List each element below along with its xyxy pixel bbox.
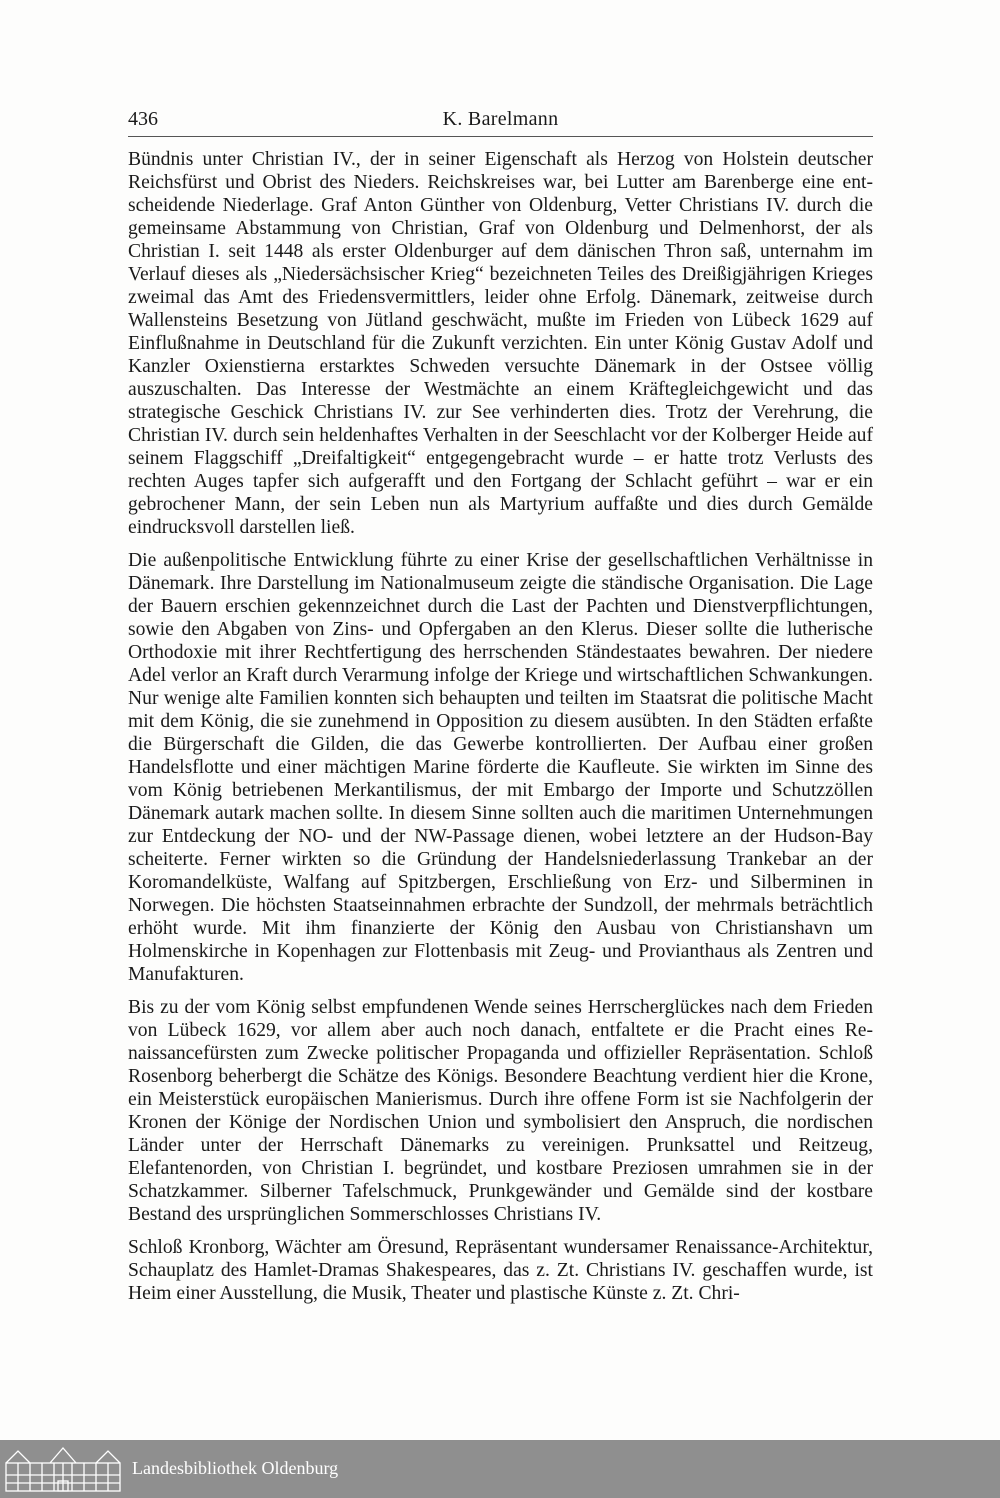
page-number: 436	[128, 108, 158, 130]
library-footer-bar	[0, 1440, 1000, 1498]
body-text	[128, 148, 873, 1315]
library-name: Landesbibliothek Oldenburg	[132, 1458, 339, 1478]
paragraph-3: Bis zu der vom König selbst empfundenen Wende seines Herrscherglückes nach dem Frieden von Lübeck 1629, vor allem aber auch noch danach, entfaltete er die Pracht eines Renaissancefürsten zum Zwecke politischer Propaganda und offizieller Repräsentation. Schloß Rosenborg beherbergt die Schätze des Königs. Besondere Beachtung verdient hier die Krone, ein Meisterstück europäischen Manierismus. Durch ihre offene Form ist sie Nachfolgerin der Kronen der Könige der Nordischen Union und symbolisiert den Anspruch, die nordischen Länder unter der Herrschaft Dänemarks zu vereinigen. Prunksattel und Reitzeug, Elefantenorden, von Christian I. begründet, und kostbare Preziosen umrahmen sie in der Schatzkammer. Silberner Tafelschmuck, Prunkgewänder und Gemälde sind der kostbare Bestand des ursprünglichen Sommerschlosses Christians IV.	[128, 997, 873, 1225]
paragraph-2: Die außenpolitische Entwicklung führte zu einer Krise der gesellschaftlichen Verhältnisse in Dänemark. Ihre Darstellung im Nationalmuseum zeigte die ständische Organisation. Die Lage der Bauern erschien gekennzeichnet durch die Last der Pachten und Dienstverpflichtungen, sowie den Abgaben von Zins- und Opfergaben an den Klerus. Dieser sollte die lutherische Orthodoxie mit ihrer Rechtfertigung des herrschenden Ständestaates bewahren. Der niedere Adel verlor an Kraft durch Verarmung infolge der Kriege und wirtschaftlichen Schwankungen. Nur wenige alte Familien konnten sich behaupten und teilten im Staatsrat die politische Macht mit dem König, die sie zunehmend in Opposition zu diesem ausübten. In den Städten erfaßte die Bürgerschaft die Gilden, die das Gewerbe kontrollierten. Der Aufbau einer großen Handelsflotte und einer mächtigen Marine förderte die Kaufleute. Sie wirkten im Sinne des vom König betriebenen Merkantilismus, der mit Embargo der Importe und Schutzzöllen Dänemark autark machen sollte. In diesem Sinne sollten auch die maritimen Unternehmungen zur Entdeckung der NO- und der NW-Passage dienen, wobei letztere an der Hudson-Bay scheiterte. Ferner wirkten so die Gründung der Handelsniederlassung Trankebar an der Koromandelküste, Walfang auf Spitzbergen, Erschließung von Erz- und Silberminen in Norwegen. Die höchsten Staatseinnahmen erbrachte der Sundzoll, der mehrmals beträchtlich erhöht wurde. Mit ihm finanzierte der König den Ausbau von Christianshavn um Holmenskirche in Kopenhagen zur Flottenbasis mit Zeug- und Provianthaus als Zentren und Manufakturen.	[128, 550, 873, 985]
running-head	[128, 106, 873, 137]
running-title: K. Barelmann	[442, 108, 559, 130]
library-building-icon	[4, 1445, 122, 1493]
paragraph-4: Schloß Kronborg, Wächter am Öresund, Repräsentant wundersamer Renaissance-Architektur, Schauplatz des Hamlet-Dramas Shakespeares, das z. Zt. Christians IV. geschaffen wurde, ist Heim einer Ausstellung, die Musik, Theater und plastische Künste z. Zt. Chri-	[128, 1237, 873, 1304]
paragraph-1: Bündnis unter Christian IV., der in seiner Eigenschaft als Herzog von Holstein deutscher Reichsfürst und Obrist des Nieders. Reichskreises war, bei Lutter am Barenberge eine entscheidende Niederlage. Graf Anton Günther von Oldenburg, Vetter Christians IV. durch die gemeinsame Abstammung von Christian, Graf von Oldenburg und Delmenhorst, der als Christian I. seit 1448 als erster Oldenburger auf dem dänischen Thron saß, unternahm im Verlauf dieses als „Niedersächsischer Krieg“ bezeichneten Teiles des Dreißigjährigen Krieges zweimal das Amt des Friedensvermittlers, leider ohne Erfolg. Dänemark, zeitweise durch Wallensteins Besetzung von Jütland geschwächt, mußte im Frieden von Lübeck 1629 auf Einflußnahme in Deutschland für die Zukunft verzichten. Ein unter König Gustav Adolf und Kanzler Oxienstierna erstarktes Schweden versuchte Dänemark in der Ostsee völlig auszuschalten. Das Interesse der Westmächte an einem Kräftegleichgewicht und das strategische Geschick Christians IV. zur See verhinderten dies. Trotz der Verehrung, die Christian IV. durch sein heldenhaftes Verhalten in der Seeschlacht vor der Kolberger Heide auf seinem Flaggschiff „Dreifaltigkeit“ entgegengebracht wurde – er hatte trotz Verlusts des rechten Auges tapfer sich aufgerafft und den Fortgang der Schlacht geführt – war er ein gebrochener Mann, der sein Leben nun als Martyrium auffaßte und dies durch Gemälde eindrucksvoll darstellen ließ.	[128, 149, 873, 538]
